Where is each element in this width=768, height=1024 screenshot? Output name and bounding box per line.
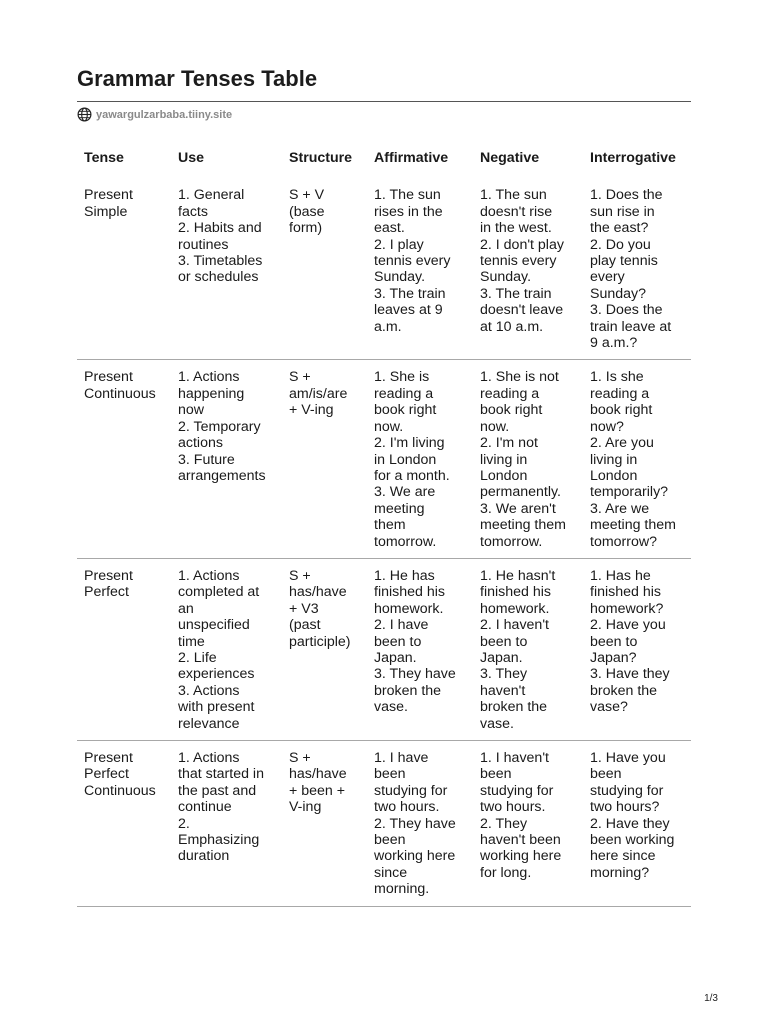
header-structure: Structure	[289, 150, 353, 166]
table-row	[77, 360, 691, 558]
use-cell: 1. Actions that started in the past and continue 2. Emphasizing duration	[171, 741, 282, 907]
page-title: Grammar Tenses Table	[77, 66, 318, 91]
page-number: 1/3	[704, 993, 718, 1004]
title-divider	[77, 101, 691, 102]
table-row	[77, 741, 691, 907]
structure-cell: S + has/have + V3 (past participle)	[282, 558, 367, 740]
header-tense: Tense	[84, 150, 124, 166]
tenses-table	[77, 146, 691, 907]
header-interrogative: Interrogative	[590, 150, 676, 166]
use-cell: 1. General facts 2. Habits and routines 3. Timetables or schedules	[171, 178, 282, 360]
tense-cell: Present Simple	[77, 178, 171, 360]
table-row	[77, 558, 691, 740]
affirmative-cell: 1. The sun rises in the east. 2. I play tennis every Sunday. 3. The train leaves at 9 a.m.	[367, 178, 473, 360]
negative-cell: 1. He hasn't finished his homework. 2. I haven't been to Japan. 3. They haven't broken the vase.	[473, 558, 583, 740]
table-header-row	[77, 146, 691, 178]
table-row	[77, 178, 691, 360]
interrogative-cell: 1. Is she reading a book right now? 2. Are you living in London temporarily? 3. Are we meeting them tomorrow?	[583, 360, 691, 558]
negative-cell: 1. She is not reading a book right now. 2. I'm not living in London permanently. 3. We aren't meeting them tomorrow.	[473, 360, 583, 558]
tense-cell: Present Continuous	[77, 360, 171, 558]
header-use: Use	[178, 150, 205, 166]
source-url: yawargulzarbaba.tiiny.site	[96, 108, 233, 121]
negative-cell: 1. I haven't been studying for two hours. 2. They haven't been working here for long.	[473, 741, 583, 907]
source-link[interactable]	[77, 107, 232, 122]
interrogative-cell: 1. Does the sun rise in the east? 2. Do you play tennis every Sunday? 3. Does the train leave at 9 a.m.?	[583, 178, 691, 360]
negative-cell: 1. The sun doesn't rise in the west. 2. I don't play tennis every Sunday. 3. The train doesn't leave at 10 a.m.	[473, 178, 583, 360]
structure-cell: S + am/is/are + V-ing	[282, 360, 367, 558]
globe-icon	[77, 107, 92, 122]
interrogative-cell: 1. Have you been studying for two hours? 2. Have they been working here since morning?	[583, 741, 691, 907]
affirmative-cell: 1. She is reading a book right now. 2. I'm living in London for a month. 3. We are meeting them tomorrow.	[367, 360, 473, 558]
structure-cell: S + has/have + been + V-ing	[282, 741, 367, 907]
header-affirmative: Affirmative	[374, 150, 449, 166]
use-cell: 1. Actions happening now 2. Temporary actions 3. Future arrangements	[171, 360, 282, 558]
header-negative: Negative	[480, 150, 540, 166]
affirmative-cell: 1. He has finished his homework. 2. I have been to Japan. 3. They have broken the vase.	[367, 558, 473, 740]
structure-cell: S + V (base form)	[282, 178, 367, 360]
use-cell: 1. Actions completed at an unspecified time 2. Life experiences 3. Actions with present relevance	[171, 558, 282, 740]
tense-cell: Present Perfect Continuous	[77, 741, 171, 907]
affirmative-cell: 1. I have been studying for two hours. 2. They have been working here since morning.	[367, 741, 473, 907]
interrogative-cell: 1. Has he finished his homework? 2. Have you been to Japan? 3. Have they broken the vase?	[583, 558, 691, 740]
tense-cell: Present Perfect	[77, 558, 171, 740]
